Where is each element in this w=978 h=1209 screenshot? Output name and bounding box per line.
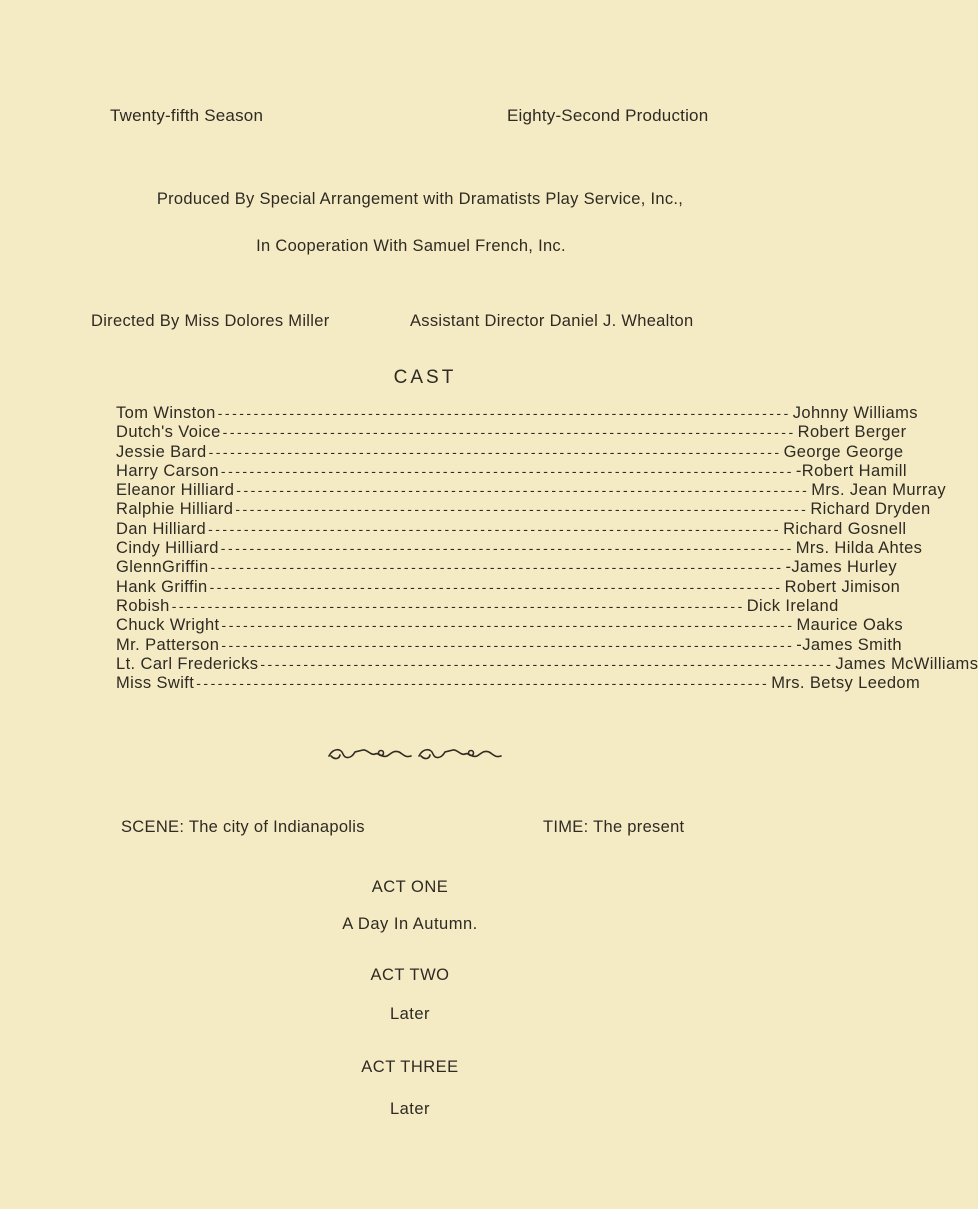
cast-row: [116, 500, 931, 519]
cast-row: [116, 577, 901, 597]
cast-row: [116, 519, 907, 539]
cast-role: Miss Swift: [116, 674, 195, 693]
cast-row: [116, 596, 839, 616]
cast-actor: Mrs. Betsy Leedom: [771, 674, 921, 693]
act-three-title: ACT THREE: [361, 1058, 459, 1076]
produced-by-line: Produced By Special Arrangement with Dramatists Play Service, Inc.,: [156, 190, 684, 208]
cast-actor: -James Hurley: [785, 558, 898, 577]
cast-role: Dutch's Voice: [116, 423, 221, 442]
cast-role: Chuck Wright: [116, 616, 220, 635]
cast-role: Dan Hilliard: [116, 519, 207, 538]
act-two-description: Later: [389, 1005, 431, 1023]
leader-dots: --------------------------------------------------------------------------------: [260, 655, 834, 672]
cast-row: [116, 481, 947, 500]
cast-actor: Maurice Oaks: [796, 616, 904, 635]
cast-role: Lt. Carl Fredericks: [116, 654, 259, 673]
cast-actor: Mrs. Hilda Ahtes: [795, 539, 923, 558]
act-two-title: ACT TWO: [370, 966, 450, 984]
cast-actor: George George: [783, 442, 904, 461]
cast-row: [116, 654, 978, 674]
cast-actor: Robert Berger: [797, 423, 907, 442]
leader-dots: --------------------------------------------------------------------------------: [222, 424, 796, 441]
cast-row: [116, 442, 904, 462]
cast-actor: -James Smith: [796, 635, 902, 654]
leader-dots: --------------------------------------------------------------------------------: [171, 597, 745, 614]
leader-dots: --------------------------------------------------------------------------------: [208, 443, 782, 460]
cast-role: Harry Carson: [116, 461, 219, 480]
cast-actor: James McWilliams: [835, 654, 978, 673]
cooperation-line: In Cooperation With Samuel French, Inc.: [256, 237, 566, 255]
leader-dots: --------------------------------------------------------------------------------: [236, 482, 810, 499]
cast-actor: Mrs. Jean Murray: [811, 481, 947, 500]
leader-dots: --------------------------------------------------------------------------------: [196, 675, 770, 692]
cast-role: GlennGriffin: [116, 558, 209, 577]
leader-dots: --------------------------------------------------------------------------------: [210, 559, 784, 576]
leader-dots: --------------------------------------------------------------------------------: [208, 520, 782, 537]
cast-actor: Dick Ireland: [746, 596, 839, 615]
director-credit: Directed By Miss Dolores Miller: [91, 312, 330, 330]
cast-role: Cindy Hilliard: [116, 539, 219, 558]
cast-heading: CAST: [393, 367, 457, 388]
cast-row: [116, 674, 921, 693]
scene-label: SCENE: The city of Indianapolis: [121, 818, 365, 836]
cast-row: [116, 635, 902, 655]
cast-role: Robish: [116, 596, 170, 615]
cast-row: [116, 539, 923, 558]
leader-dots: --------------------------------------------------------------------------------: [209, 578, 783, 595]
cast-actor: Johnny Williams: [792, 404, 918, 422]
leader-dots: --------------------------------------------------------------------------------: [220, 462, 794, 479]
cast-role: Mr. Patterson: [116, 635, 220, 654]
cast-actor: Robert Jimison: [784, 577, 901, 596]
cast-row: [116, 404, 918, 423]
time-label: TIME: The present: [543, 818, 685, 836]
act-three-description: Later: [389, 1100, 431, 1118]
leader-dots: --------------------------------------------------------------------------------: [220, 540, 794, 557]
production-label: Eighty-Second Production: [507, 106, 709, 125]
scroll-ornament-icon: [325, 744, 505, 764]
cast-row: [116, 423, 907, 442]
cast-list: [116, 404, 978, 693]
assistant-director-credit: Assistant Director Daniel J. Whealton: [410, 312, 694, 330]
cast-role: Hank Griffin: [116, 577, 208, 596]
cast-row: [116, 461, 907, 481]
act-one-title: ACT ONE: [371, 878, 449, 896]
cast-actor: Richard Gosnell: [783, 519, 907, 538]
cast-actor: -Robert Hamill: [795, 461, 907, 480]
cast-role: Tom Winston: [116, 404, 216, 422]
cast-row: [116, 616, 904, 635]
leader-dots: --------------------------------------------------------------------------------: [221, 636, 795, 653]
cast-role: Ralphie Hilliard: [116, 500, 234, 519]
cast-role: Jessie Bard: [116, 442, 207, 461]
leader-dots: --------------------------------------------------------------------------------: [235, 501, 809, 518]
cast-role: Eleanor Hilliard: [116, 481, 235, 500]
leader-dots: --------------------------------------------------------------------------------: [221, 617, 795, 634]
cast-actor: Richard Dryden: [810, 500, 931, 519]
cast-row: [116, 558, 898, 577]
leader-dots: --------------------------------------------------------------------------------: [217, 405, 791, 421]
act-one-description: A Day In Autumn.: [342, 915, 478, 933]
season-label: Twenty-fifth Season: [110, 106, 264, 125]
